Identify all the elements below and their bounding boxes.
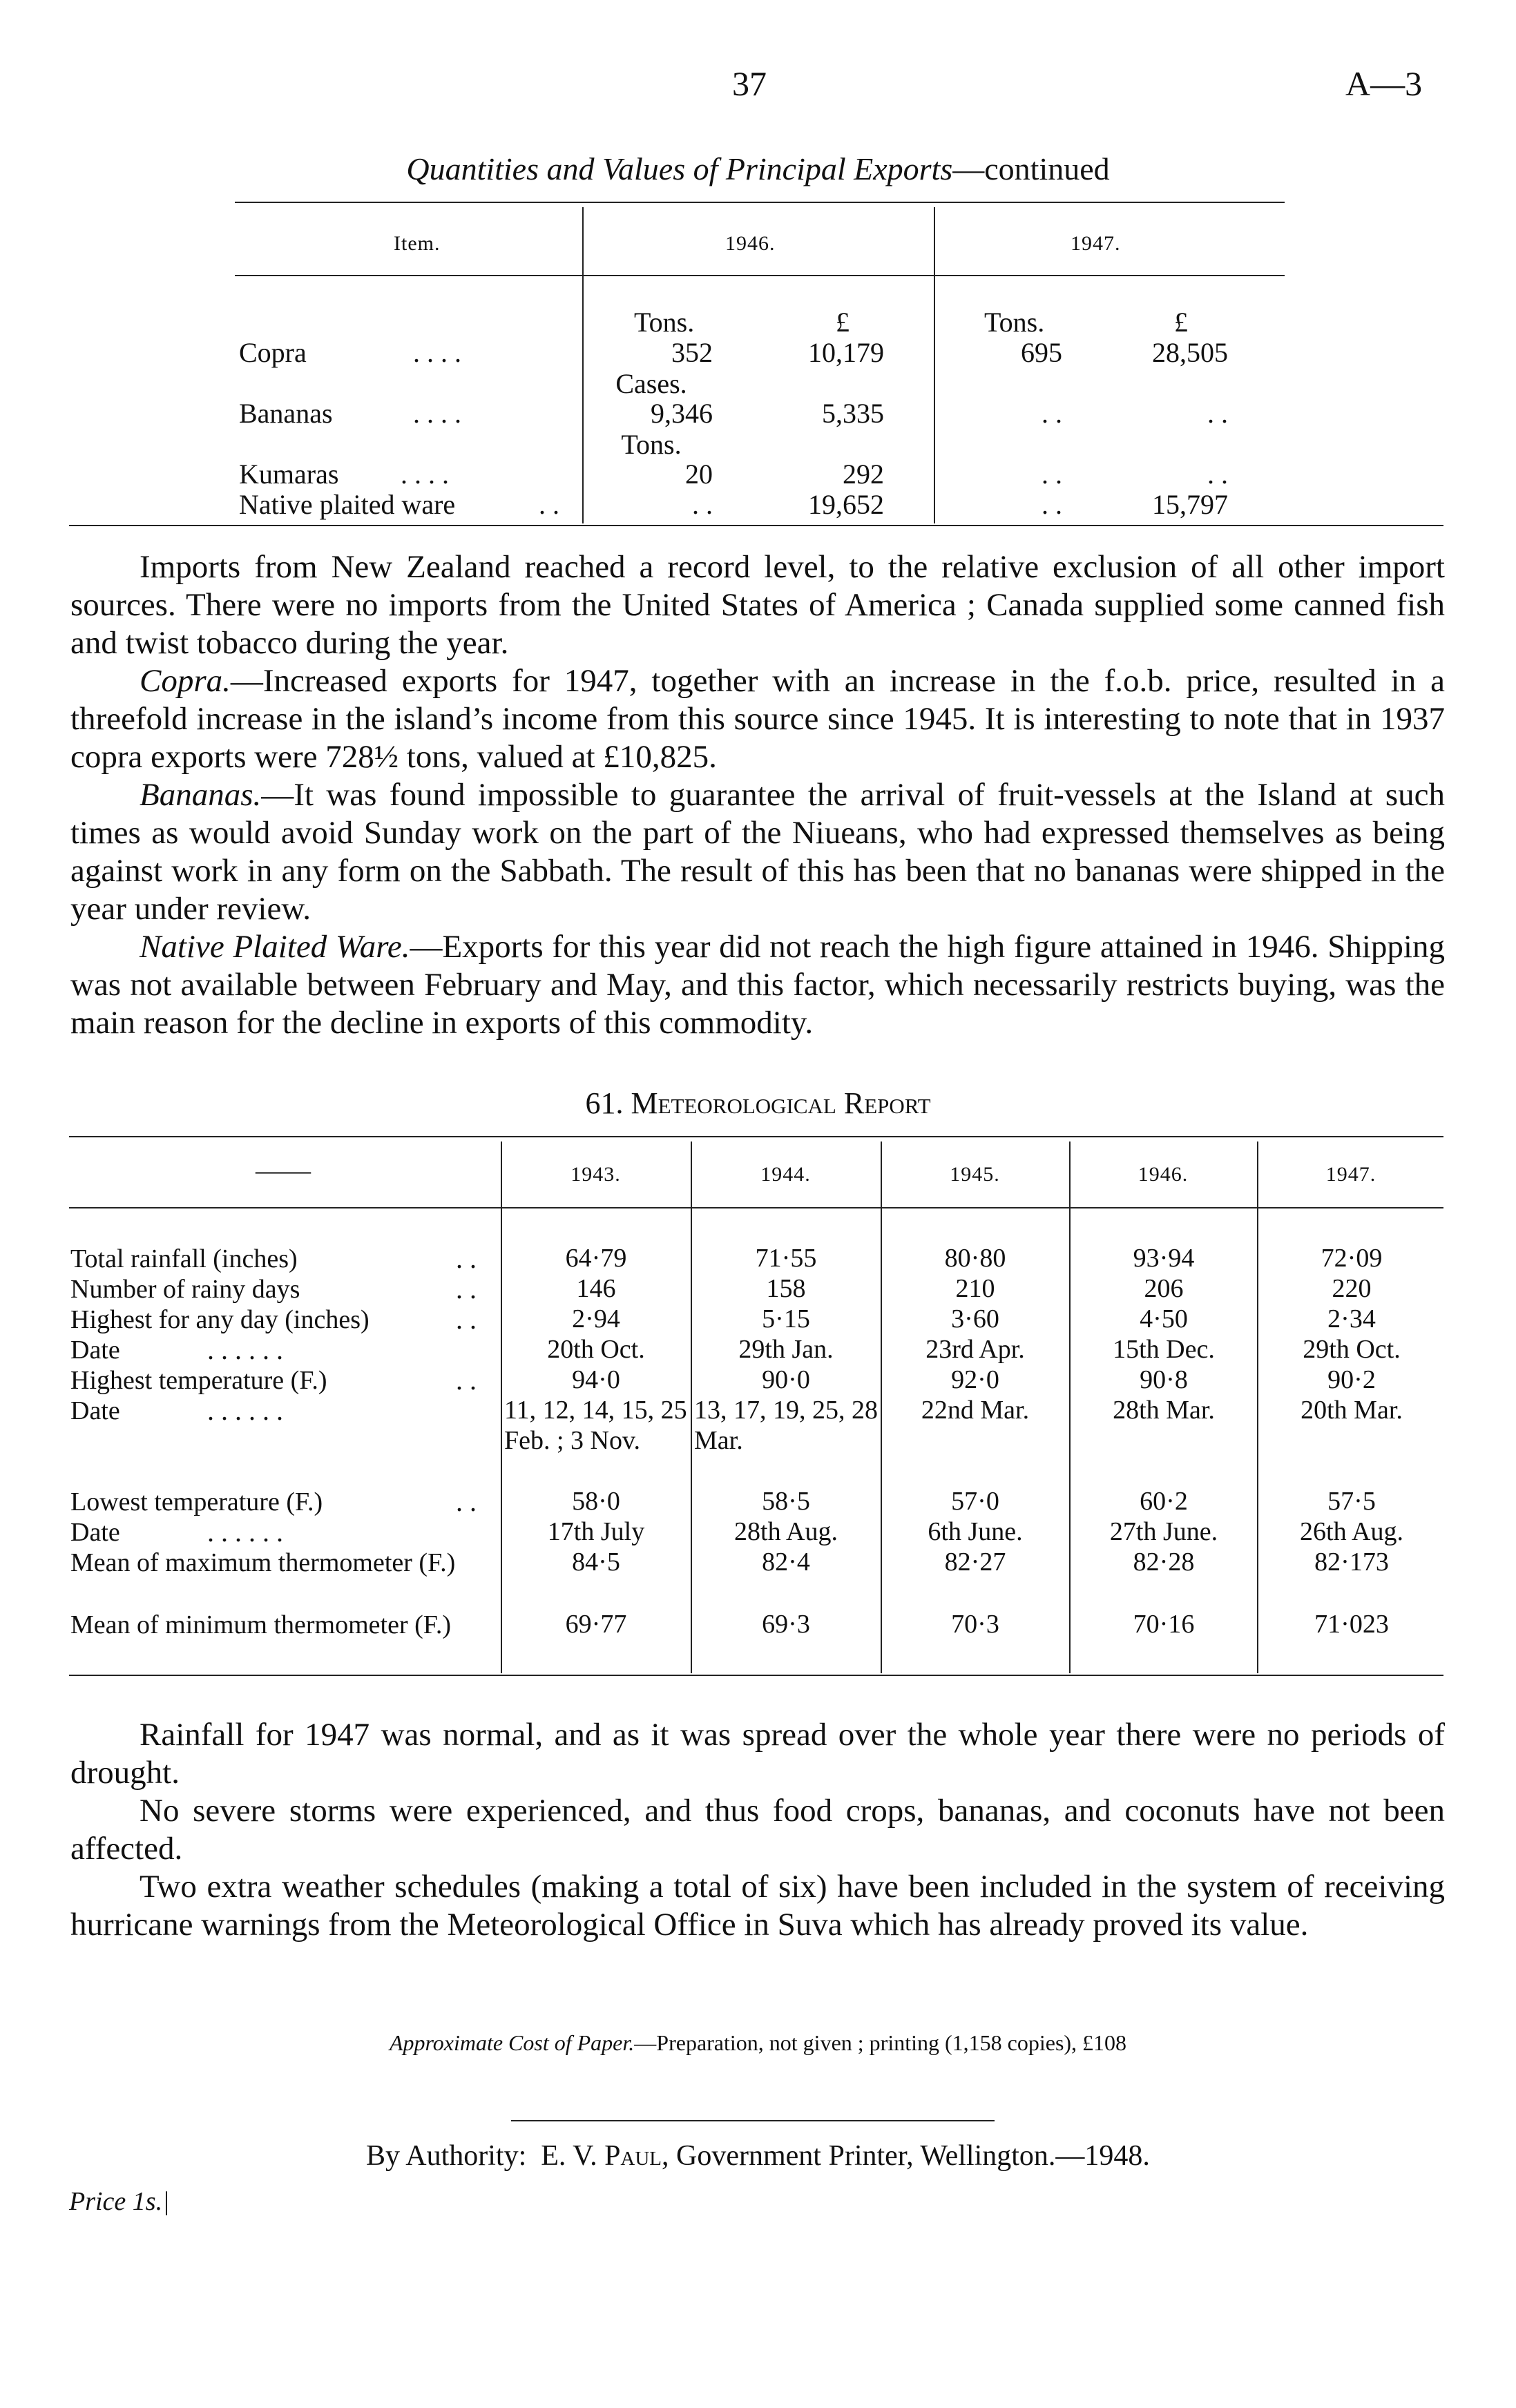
met-value: 13, 17, 19, 25, 28 Mar. [694, 1396, 878, 1455]
price-label: Price 1s.| [69, 2187, 170, 2216]
leader-dots: . . . . [413, 337, 461, 368]
leader-dots: . . [456, 1243, 477, 1274]
met-value: 57·0 [951, 1487, 999, 1516]
met-value: 71·55 [755, 1244, 817, 1273]
export-qty-1946: 9,346 [651, 398, 713, 429]
paragraph-plaited-ware [70, 928, 1445, 1042]
export-unit-1946: Tons. [621, 429, 682, 460]
met-col-divider [501, 1142, 502, 1673]
met-value: 22nd Mar. [921, 1396, 1030, 1425]
unit-pound-1946: £ [836, 307, 850, 338]
met-value: 220 [1332, 1274, 1372, 1303]
met-value: 92·0 [951, 1365, 999, 1394]
met-value: 3·60 [951, 1304, 999, 1333]
met-value: 93·94 [1133, 1244, 1195, 1273]
export-value-1946: 10,179 [808, 337, 884, 368]
unit-tons-1947: Tons. [984, 307, 1045, 338]
leader-dots: . . [539, 489, 559, 520]
export-item-label: Kumaras [239, 459, 339, 490]
met-value: 2·34 [1327, 1304, 1376, 1333]
met-row-label: Date [70, 1518, 120, 1547]
met-value: 82·173 [1314, 1548, 1389, 1577]
met-row-label: Date [70, 1396, 120, 1425]
met-value: 158 [766, 1274, 806, 1303]
paragraph-imports [70, 548, 1445, 662]
met-top-rule [69, 1136, 1443, 1137]
bananas-lead: Bananas. [140, 777, 262, 813]
paragraph-storms-text: No severe storms were experienced, and thus food crops, bananas, and coconuts have not been affected. [70, 1793, 1445, 1867]
met-value: 90·0 [762, 1365, 810, 1394]
met-value: 70·16 [1133, 1610, 1195, 1639]
met-value: 64·79 [565, 1244, 627, 1273]
exports-bottom-rule [69, 525, 1443, 526]
met-year-header: 1946. [1138, 1163, 1189, 1186]
export-item-label: Bananas [239, 398, 333, 429]
exports-header-rule [235, 275, 1285, 276]
met-value: 26th Aug. [1300, 1517, 1403, 1546]
leader-dots: . . . . . . [207, 1516, 283, 1548]
export-qty-1947: 695 [1021, 337, 1062, 368]
met-value: 6th June. [928, 1517, 1023, 1546]
plaited-ware-lead: Native Plaited Ware. [140, 929, 410, 965]
met-value: 4·50 [1140, 1304, 1188, 1333]
export-value-1946: 292 [843, 459, 884, 490]
leader-dots: . . [456, 1304, 477, 1335]
met-value: 82·4 [762, 1548, 810, 1577]
export-qty-1947: . . [1042, 398, 1062, 429]
export-qty-1946: . . [692, 489, 713, 520]
met-value: 90·2 [1327, 1365, 1376, 1394]
unit-pound-1947: £ [1174, 307, 1188, 338]
paragraph-weather-schedules-text: Two extra weather schedules (making a total of six) have been included in the system of receiving hurricane warnings from the Meteorological Office in Suva which has already proved its value. [70, 1869, 1445, 1943]
exports-col-divider-1 [582, 207, 584, 523]
met-value: 5·15 [762, 1304, 810, 1333]
met-row-label: Highest for any day (inches) [70, 1305, 370, 1334]
met-value: 27th June. [1109, 1517, 1218, 1546]
authority-prefix: By Authority: [366, 2140, 527, 2172]
authority-line [0, 2139, 1516, 2173]
paragraph-copra-text: —Increased exports for 1947, together with an increase in the f.o.b. price, resulted in a threefold increase in the island’s income from this source since 1945. It is interesting to note that in 1937 copra exports were 728½ tons, valued at £10,825. [70, 663, 1445, 775]
paragraph-plaited-ware-text: —Exports for this year did not reach the high figure attained in 1946. Shipping was not available between February and May, and this factor, which necessarily restricts buying, was the main reason for the decline in exports of this commodity. [70, 929, 1445, 1041]
met-value: 57·5 [1327, 1487, 1376, 1516]
met-label-dash: —— [256, 1155, 311, 1186]
met-value: 28th Mar. [1113, 1396, 1215, 1425]
copra-lead: Copra. [140, 663, 231, 699]
paragraph-rainfall [70, 1716, 1445, 1792]
met-header-rule [69, 1207, 1443, 1208]
met-value: 28th Aug. [734, 1517, 838, 1546]
met-row-label: Highest temperature (F.) [70, 1366, 327, 1395]
leader-dots: . . . . [413, 398, 461, 429]
cost-of-paper-label: Approximate Cost of Paper. [389, 2030, 635, 2055]
exports-top-rule [235, 202, 1285, 203]
page-number: 37 [732, 64, 767, 103]
met-value: 82·28 [1133, 1548, 1195, 1577]
report-code: A—3 [1345, 64, 1423, 103]
export-value-1946: 5,335 [822, 398, 884, 429]
met-value: 84·5 [572, 1548, 620, 1577]
met-row-label: Number of rainy days [70, 1275, 300, 1304]
met-bottom-rule [69, 1675, 1443, 1676]
export-qty-1947: . . [1042, 459, 1062, 490]
met-value: 20th Oct. [547, 1335, 645, 1364]
leader-dots: . . [456, 1365, 477, 1396]
met-value: 71·023 [1314, 1610, 1389, 1639]
export-qty-1946: 20 [685, 459, 713, 490]
met-row-label: Total rainfall (inches) [70, 1244, 298, 1273]
met-value: 69·77 [565, 1610, 627, 1639]
met-value: 70·3 [951, 1610, 999, 1639]
met-year-header: 1947. [1325, 1163, 1376, 1186]
leader-dots: . . . . . . [207, 1395, 283, 1426]
met-value: 94·0 [572, 1365, 620, 1394]
col-item-header: Item. [394, 232, 441, 255]
met-value: 11, 12, 14, 15, 25 Feb. ; 3 Nov. [504, 1396, 687, 1455]
met-row-label: Date [70, 1336, 120, 1365]
met-value: 2·94 [572, 1304, 620, 1333]
cost-of-paper-note [0, 2030, 1516, 2056]
paragraph-bananas [70, 776, 1445, 928]
met-value: 80·80 [944, 1244, 1006, 1273]
met-value: 146 [576, 1274, 616, 1303]
met-year-header: 1944. [760, 1163, 811, 1186]
exports-title-italic: Quantities and Values of Principal Exports [406, 151, 953, 186]
exports-title-suffix: —continued [952, 151, 1110, 186]
leader-dots: . . [456, 1486, 477, 1517]
col-1946-header: 1946. [725, 232, 776, 255]
paragraph-copra [70, 662, 1445, 776]
leader-dots: . . . . . . [207, 1334, 283, 1365]
export-qty-1946: 352 [671, 337, 713, 368]
met-value: 20th Mar. [1301, 1396, 1403, 1425]
leader-dots: . . . . [401, 459, 449, 490]
paragraph-rainfall-text: Rainfall for 1947 was normal, and as it was spread over the whole year there were no periods of drought. [70, 1717, 1445, 1791]
met-value: 69·3 [762, 1610, 810, 1639]
export-value-1947: 28,505 [1152, 337, 1228, 368]
met-value: 58·0 [572, 1487, 620, 1516]
export-qty-1947: . . [1042, 489, 1062, 520]
export-value-1946: 19,652 [808, 489, 884, 520]
met-value: 82·27 [944, 1548, 1006, 1577]
export-value-1947: . . [1207, 398, 1228, 429]
met-value: 58·5 [762, 1487, 810, 1516]
leader-dots: . . [456, 1273, 477, 1304]
authority-rest: Government Printer, Wellington.—1948. [676, 2140, 1150, 2172]
met-value: 23rd Apr. [925, 1335, 1025, 1364]
cost-of-paper-text: —Preparation, not given ; printing (1,158 copies), £108 [634, 2030, 1127, 2055]
met-value: 29th Jan. [738, 1335, 834, 1364]
met-value: 72·09 [1321, 1244, 1383, 1273]
met-year-header: 1943. [570, 1163, 621, 1186]
col-1947-header: 1947. [1071, 232, 1121, 255]
met-value: 29th Oct. [1303, 1335, 1401, 1364]
paragraph-bananas-text: —It was found impossible to guarantee the arrival of fruit-vessels at the Island at such times as would avoid Sunday work on the part of the Niueans, who had expressed themselves as being against work in any form on the Sabbath. The result of this has been that no bananas were shipped in the year under review. [70, 777, 1445, 927]
met-value: 17th July [547, 1517, 645, 1546]
met-value: 60·2 [1140, 1487, 1188, 1516]
met-section-title: 61. Meteorological Report [585, 1086, 931, 1120]
met-year-header: 1945. [950, 1163, 1000, 1186]
paragraph-weather-schedules [70, 1868, 1445, 1944]
met-value: 90·8 [1140, 1365, 1188, 1394]
met-row-label: Lowest temperature (F.) [70, 1487, 323, 1516]
paragraph-imports-text: Imports from New Zealand reached a record level, to the relative exclusion of all other import sources. There were no imports from the United States of America ; Canada supplied some canned fish and twist tobacco during the year. [70, 549, 1445, 661]
authority-name: E. V. Paul, [541, 2140, 669, 2172]
met-col-divider [691, 1142, 692, 1673]
met-value: 15th Dec. [1113, 1335, 1215, 1364]
export-value-1947: . . [1207, 459, 1228, 490]
met-row-label: Mean of minimum thermometer (F.) [70, 1610, 451, 1639]
export-item-label: Copra [239, 337, 307, 368]
exports-table-title [0, 151, 1516, 187]
met-value: 210 [955, 1274, 995, 1303]
export-unit-1946: Cases. [615, 368, 687, 399]
export-value-1947: 15,797 [1152, 489, 1228, 520]
export-item-label: Native plaited ware [239, 489, 456, 520]
met-value: 206 [1144, 1274, 1184, 1303]
exports-col-divider-2 [934, 207, 935, 523]
met-row-label: Mean of maximum thermometer (F.) [70, 1548, 456, 1577]
paragraph-storms [70, 1792, 1445, 1868]
footer-rule [511, 2120, 995, 2121]
unit-tons-1946: Tons. [634, 307, 695, 338]
